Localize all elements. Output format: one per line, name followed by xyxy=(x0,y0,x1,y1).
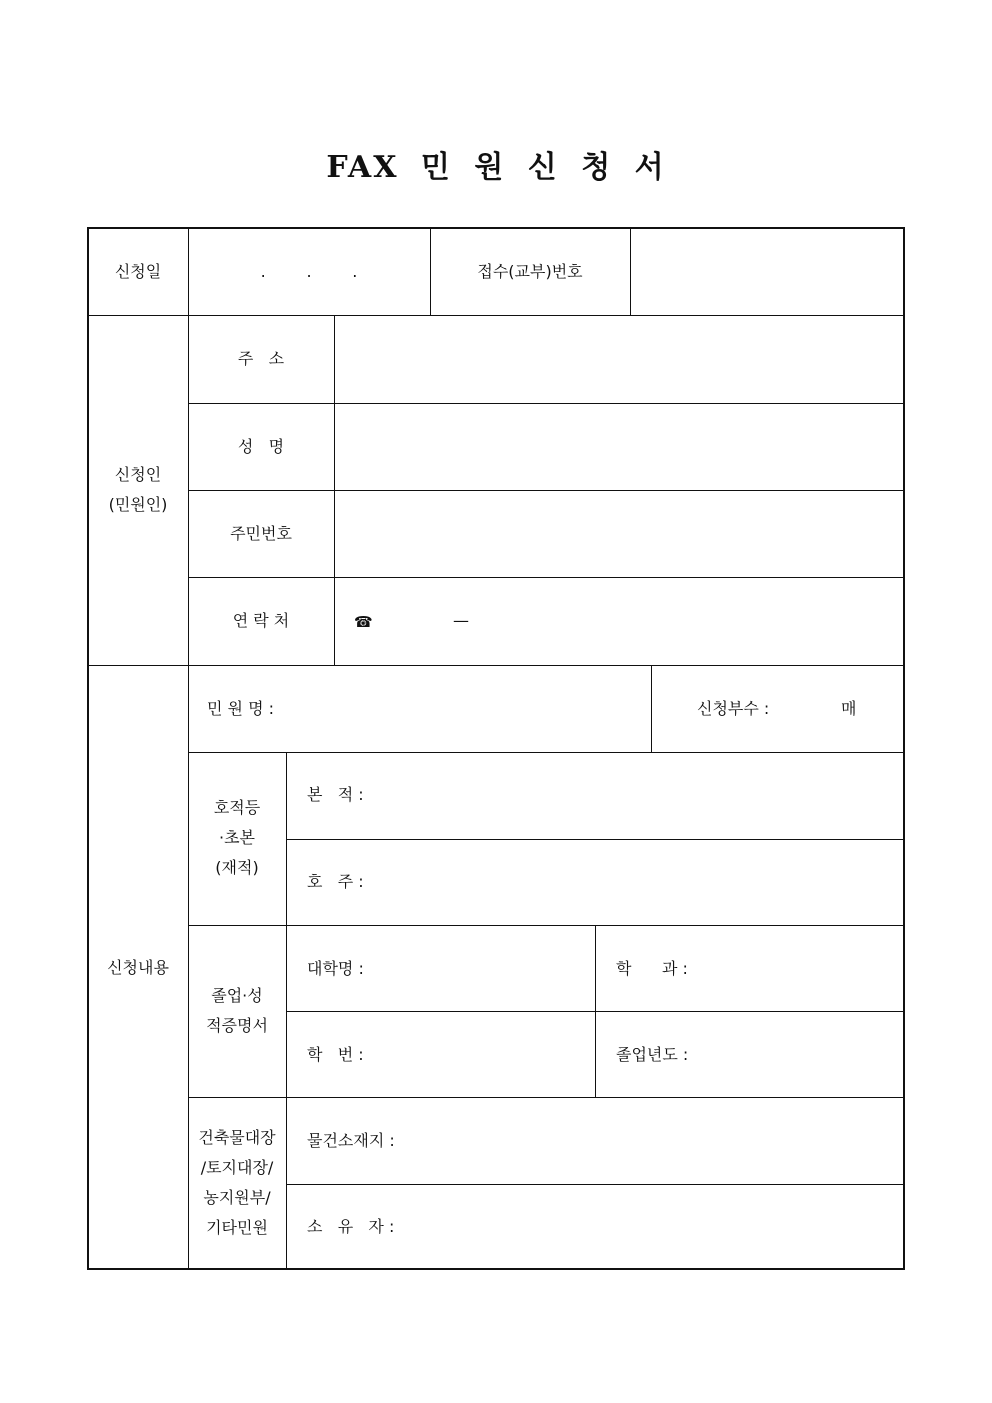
phone-dash: — xyxy=(453,611,469,630)
owner-label: 소 유 자 : xyxy=(307,1217,395,1236)
graduation-label-line1: 졸업·성 xyxy=(211,986,263,1005)
applicant-label-line1: 신청인 xyxy=(114,465,162,484)
family-label-line2: ·초본 xyxy=(219,828,255,847)
civil-name-label: 민 원 명 : xyxy=(207,699,275,718)
contact-label: 연 락 처 xyxy=(232,611,290,630)
col-label-divider xyxy=(188,229,189,1268)
student-number-label: 학 번 : xyxy=(307,1045,364,1064)
graduation-year-label: 졸업년도 : xyxy=(616,1045,689,1064)
content-label: 신청내용 xyxy=(107,958,169,977)
building-label-line3: 농지원부/ xyxy=(203,1188,271,1207)
address-label: 주 소 xyxy=(237,349,285,368)
graduation-cert-label xyxy=(206,981,268,1041)
family-label-line1: 호적등 xyxy=(213,798,261,817)
col-category-divider xyxy=(286,752,287,1268)
receipt-number-label: 접수(교부)번호 xyxy=(477,262,583,281)
applicant-label-line2: (민원인) xyxy=(108,495,168,514)
department-label: 학 과 : xyxy=(616,959,688,978)
col-graduation-divider xyxy=(595,925,596,1097)
phone-icon: ☎ xyxy=(354,613,373,631)
id-number-label: 주민번호 xyxy=(230,524,292,543)
date-field[interactable]: . . . xyxy=(260,262,358,281)
divider-applicant xyxy=(89,665,903,666)
graduation-label-line2: 적증명서 xyxy=(206,1016,268,1035)
name-field[interactable] xyxy=(335,404,903,490)
family-register-label xyxy=(214,793,260,883)
divider-origin xyxy=(287,839,903,840)
building-label-line2: /토지대장/ xyxy=(200,1158,274,1177)
divider-family xyxy=(189,925,903,926)
date-label: 신청일 xyxy=(114,262,162,281)
copies-unit: 매 xyxy=(841,699,857,718)
name-label: 성 명 xyxy=(237,437,285,456)
application-form-table xyxy=(87,227,905,1270)
address-field[interactable] xyxy=(335,316,903,403)
building-label-line1: 건축물대장 xyxy=(198,1128,276,1147)
building-label-line4: 기타민원 xyxy=(206,1218,268,1237)
property-location-label: 물건소재지 : xyxy=(307,1131,395,1150)
page-title: FAX 민 원 신 청 서 xyxy=(326,150,666,185)
divider-id xyxy=(189,577,903,578)
building-register-label xyxy=(198,1123,275,1243)
copies-label: 신청부수 : xyxy=(697,699,770,718)
family-label-line3: (재적) xyxy=(215,858,259,877)
col-date-divider xyxy=(430,229,431,315)
origin-label: 본 적 : xyxy=(307,785,364,804)
university-label: 대학명 : xyxy=(307,959,364,978)
divider-graduation xyxy=(189,1097,903,1098)
receipt-number-field[interactable] xyxy=(631,229,903,315)
applicant-label xyxy=(109,460,168,520)
col-copies-divider xyxy=(651,665,652,752)
id-number-field[interactable] xyxy=(335,491,903,577)
divider-location xyxy=(287,1184,903,1185)
household-head-label: 호 주 : xyxy=(307,872,364,891)
divider-civil-name xyxy=(189,752,903,753)
